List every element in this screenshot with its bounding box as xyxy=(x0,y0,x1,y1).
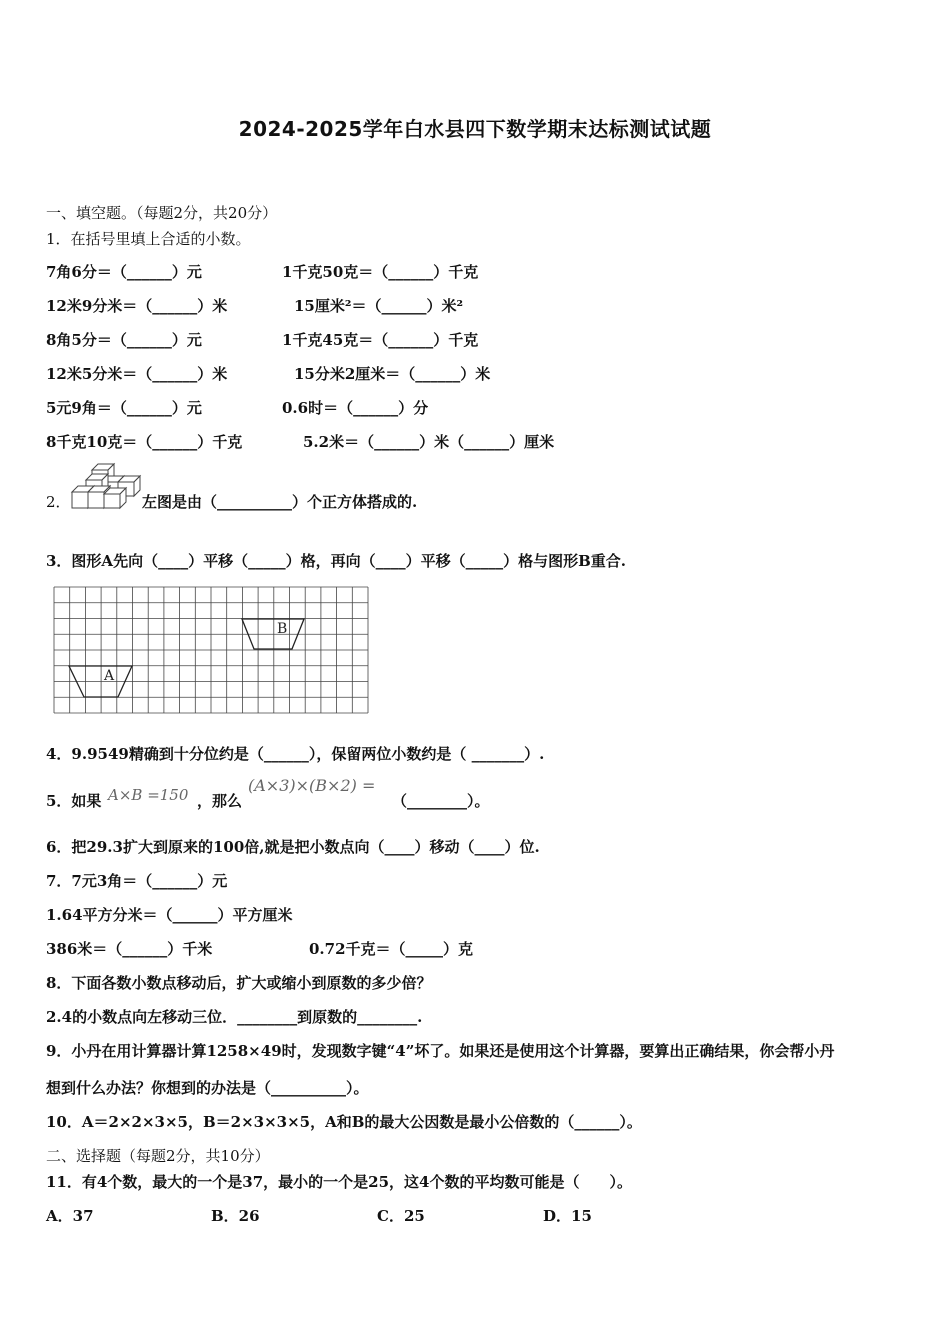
question-2-text: 左图是由（__________）个正方体搭成的. xyxy=(142,493,418,511)
question-3-text: 3．图形A先向（____）平移（_____）格，再向（____）平移（_____）格与图形B重合. xyxy=(46,552,626,570)
question-10-text: 10．A＝2×2×3×5，B＝2×3×3×5，A和B的最大公因数是最小公倍数的（______）。 xyxy=(46,1113,642,1131)
page-title: 2024-2025学年白水县四下数学期末达标测试试题 xyxy=(238,117,712,141)
question-1-stem: 1．在括号里填上合适的小数。 xyxy=(46,230,251,248)
section-1-heading: 一、填空题。（每题2分，共20分） xyxy=(46,204,278,222)
question-11-stem: 11．有4个数，最大的一个是37，最小的一个是25，这4个数的平均数可能是（ ）。 xyxy=(46,1173,632,1191)
q1-item-4a: 12米5分米＝（______）米 xyxy=(46,365,228,383)
cubes-figure xyxy=(68,462,142,514)
q1-item-2b: 15厘米²＝（______）米² xyxy=(294,297,464,315)
question-7-line-1: 7．7元3角＝（______）元 xyxy=(46,872,228,890)
question-7-line-3b: 0.72千克＝（_____）克 xyxy=(309,940,474,958)
q1-item-1a: 7角6分＝（______）元 xyxy=(46,263,202,281)
q1-item-1b: 1千克50克＝（______）千克 xyxy=(282,263,479,281)
question-5-formula-2: (A×3)×(B×2) = xyxy=(248,776,376,795)
option-d[interactable]: D．15 xyxy=(543,1207,592,1225)
shape-a-label: A xyxy=(104,668,115,684)
question-8-line: 2.4的小数点向左移动三位．________到原数的________. xyxy=(46,1008,423,1026)
q1-item-3b: 1千克45克＝（______）千克 xyxy=(282,331,479,349)
shape-b-label: B xyxy=(277,621,288,637)
grid-figure xyxy=(52,585,370,715)
option-a[interactable]: A．37 xyxy=(46,1207,94,1225)
question-5-suffix: （________）。 xyxy=(392,792,490,810)
q1-item-4b: 15分米2厘米＝（______）米 xyxy=(294,365,491,383)
question-5-formula-1: A×B =150 xyxy=(108,786,189,804)
q1-item-2a: 12米9分米＝（______）米 xyxy=(46,297,228,315)
question-6-text: 6．把29.3扩大到原来的100倍,就是把小数点向（____）移动（____）位. xyxy=(46,838,540,856)
question-2-number: 2． xyxy=(46,493,71,511)
question-4-text: 4．9.9549精确到十分位约是（______），保留两位小数约是（ _______）. xyxy=(46,745,545,763)
question-7-line-2: 1.64平方分米＝（______）平方厘米 xyxy=(46,906,293,924)
question-7-line-3a: 386米＝（______）千米 xyxy=(46,940,213,958)
question-9-line-2: 想到什么办法？你想到的办法是（__________）。 xyxy=(46,1079,369,1097)
q1-item-5a: 5元9角＝（______）元 xyxy=(46,399,202,417)
q1-item-6b: 5.2米＝（______）米（______）厘米 xyxy=(303,433,555,451)
section-2-heading: 二、选择题（每题2分，共10分） xyxy=(46,1147,270,1165)
question-8-stem: 8．下面各数小数点移动后，扩大或缩小到原数的多少倍？ xyxy=(46,974,432,992)
option-b[interactable]: B．26 xyxy=(211,1207,260,1225)
q1-item-3a: 8角5分＝（______）元 xyxy=(46,331,202,349)
question-9-line-1: 9．小丹在用计算器计算1258×49时，发现数字键“4”坏了。如果还是使用这个计算器，要算出正确结果，你会帮小丹 xyxy=(46,1042,835,1060)
q1-item-5b: 0.6时＝（______）分 xyxy=(282,399,429,417)
question-5-mid: ，那么 xyxy=(197,792,243,810)
q1-item-6a: 8千克10克＝（______）千克 xyxy=(46,433,243,451)
option-c[interactable]: C．25 xyxy=(377,1207,425,1225)
question-5-prefix: 5．如果 xyxy=(46,792,102,810)
